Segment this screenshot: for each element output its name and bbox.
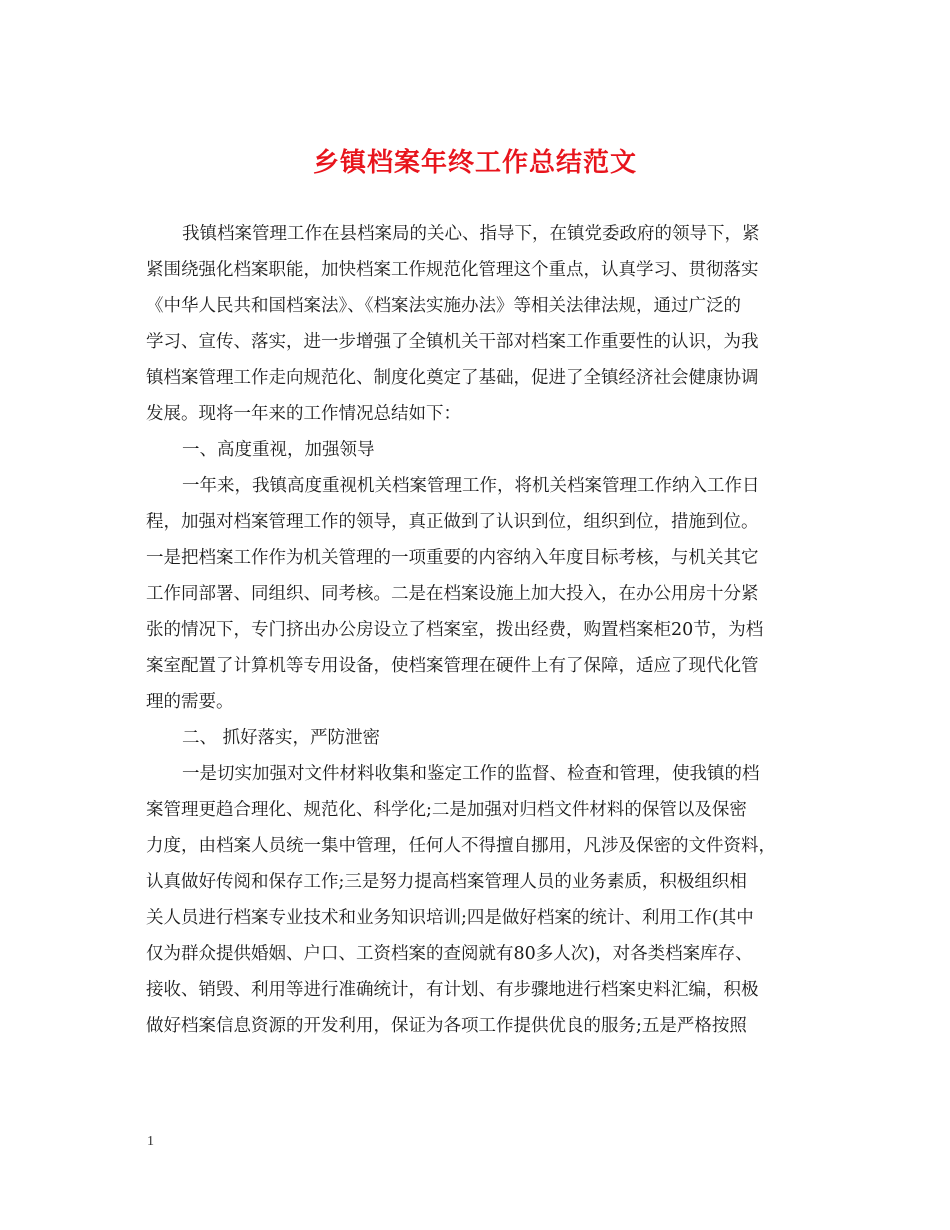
paragraph-line: 做好档案信息资源的开发利用，保证为各项工作提供优良的服务;五是严格按照 bbox=[146, 1016, 747, 1036]
paragraph-line: 学习、宣传、落实，进一步增强了全镇机关干部对档案工作重要性的认识，为我 bbox=[146, 332, 759, 352]
paragraph-line: 接收、销毁、利用等进行准确统计，有计划、有步骤地进行档案史料汇编，积极 bbox=[146, 980, 759, 1000]
section-heading: 二、 抓好落实，严防泄密 bbox=[182, 728, 381, 748]
paragraph-line: 认真做好传阅和保存工作;三是努力提高档案管理人员的业务素质，积极组织相 bbox=[146, 872, 747, 892]
paragraph-line: 一是把档案工作作为机关管理的一项重要的内容纳入年度目标考核，与机关其它 bbox=[146, 548, 759, 568]
paragraph-line: 关人员进行档案专业技术和业务知识培训;四是做好档案的统计、利用工作(其中 bbox=[146, 908, 754, 928]
paragraph-line: 程，加强对档案管理工作的领导，真正做到了认识到位，组织到位，措施到位。 bbox=[146, 512, 759, 532]
page-number: 1 bbox=[147, 1134, 154, 1149]
paragraph-line: 紧围绕强化档案职能，加快档案工作规范化管理这个重点，认真学习、贯彻落实 bbox=[146, 260, 759, 280]
paragraph-line: 理的需要。 bbox=[146, 692, 234, 712]
paragraph-line: 案管理更趋合理化、规范化、科学化;二是加强对归档文件材料的保管以及保密 bbox=[146, 800, 747, 820]
paragraph-line: 仅为群众提供婚姻、户口、工资档案的查阅就有80多人次)，对各类档案库存、 bbox=[146, 944, 753, 964]
paragraph-line: 工作同部署、同组织、同考核。二是在档案设施上加大投入，在办公用房十分紧 bbox=[146, 584, 759, 604]
paragraph-line: 力度，由档案人员统一集中管理，任何人不得擅自挪用，凡涉及保密的文件资料， bbox=[146, 836, 776, 856]
paragraph-line: 张的情况下，专门挤出办公房设立了档案室，拨出经费，购置档案柜20节，为档 bbox=[146, 620, 764, 640]
paragraph-line: 我镇档案管理工作在县档案局的关心、指导下，在镇党委政府的领导下，紧 bbox=[182, 224, 760, 244]
section-heading: 一、高度重视，加强领导 bbox=[182, 440, 375, 460]
paragraph-line: 《中华人民共和国档案法》、《档案法实施办法》等相关法律法规，通过广泛的 bbox=[146, 296, 741, 316]
paragraph-line: 镇档案管理工作走向规范化、制度化奠定了基础，促进了全镇经济社会健康协调 bbox=[146, 368, 759, 388]
paragraph-line: 一是切实加强对文件材料收集和鉴定工作的监督、检查和管理，使我镇的档 bbox=[182, 764, 760, 784]
paragraph-line: 发展。现将一年来的工作情况总结如下： bbox=[146, 404, 461, 424]
paragraph-line: 案室配置了计算机等专用设备，使档案管理在硬件上有了保障，适应了现代化管 bbox=[146, 656, 759, 676]
document-title: 乡镇档案年终工作总结范文 bbox=[312, 148, 637, 178]
paragraph-line: 一年来，我镇高度重视机关档案管理工作，将机关档案管理工作纳入工作日 bbox=[182, 476, 760, 496]
